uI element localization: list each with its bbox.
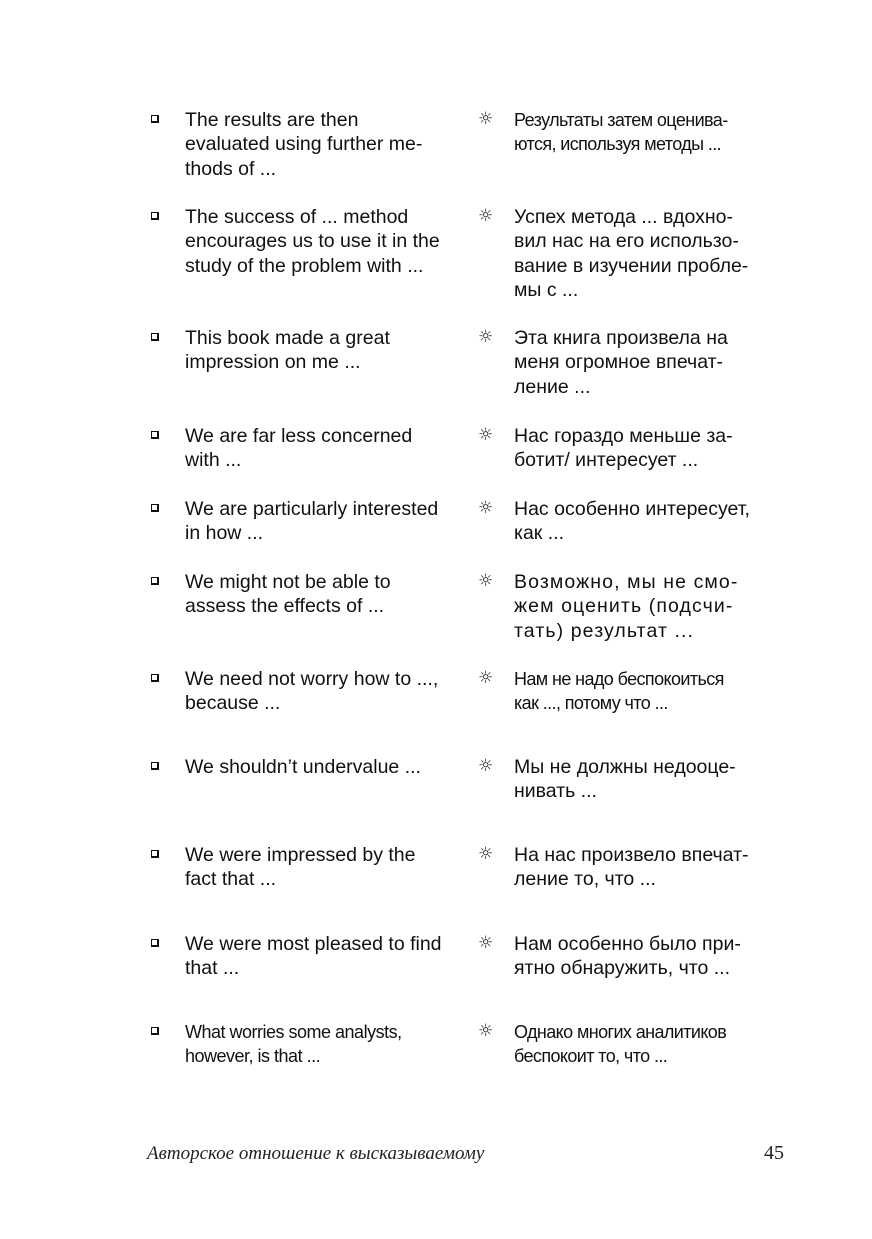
checkbox-bullet-icon xyxy=(151,1027,159,1035)
russian-translation: Нас особенно интересует, как ... xyxy=(514,498,750,545)
english-phrase: The success of ... method encourages us to use it in the study of the problem with ... xyxy=(185,206,440,277)
checkbox-bullet-icon xyxy=(151,939,159,947)
sun-bullet-icon: ☼ xyxy=(478,1021,494,1041)
page-number: 45 xyxy=(764,1142,784,1164)
checkbox-bullet-icon xyxy=(151,674,159,682)
russian-translation: Однако многих аналитиков беспокоит то, что ... xyxy=(514,1022,727,1067)
english-phrase: This book made a great impression on me ... xyxy=(185,327,390,374)
checkbox-bullet-icon xyxy=(151,850,159,858)
english-phrase: We need not worry how to ..., because ... xyxy=(185,668,439,715)
checkbox-bullet-icon xyxy=(151,577,159,585)
checkbox-bullet-icon xyxy=(151,762,159,770)
checkbox-bullet-icon xyxy=(151,431,159,439)
english-phrase: We are far less concerned with ... xyxy=(185,425,413,472)
sun-bullet-icon: ☼ xyxy=(478,327,494,347)
sun-bullet-icon: ☼ xyxy=(478,498,494,518)
sun-bullet-icon: ☼ xyxy=(478,756,494,776)
checkbox-bullet-icon xyxy=(151,212,159,220)
russian-translation: Успех метода ... вдохно- вил нас на его использо- вание в изучении пробле- мы с ... xyxy=(514,206,749,301)
sun-bullet-icon: ☼ xyxy=(478,844,494,864)
english-phrase: We are particularly interested in how ... xyxy=(185,498,439,545)
checkbox-bullet-icon xyxy=(151,333,159,341)
russian-translation: Эта книга произвела на меня огромное впечат- ление ... xyxy=(514,327,728,398)
english-phrase: We were impressed by the fact that ... xyxy=(185,844,416,891)
checkbox-bullet-icon xyxy=(151,115,159,123)
english-phrase: We shouldn’t undervalue ... xyxy=(185,756,421,778)
russian-translation: Мы не должны недооце- нивать ... xyxy=(514,756,736,803)
sun-bullet-icon: ☼ xyxy=(478,933,494,953)
checkbox-bullet-icon xyxy=(151,504,159,512)
english-phrase: What worries some analysts, however, is that ... xyxy=(185,1022,402,1067)
russian-translation: Нам не надо беспокоиться как ..., потому что ... xyxy=(514,669,724,714)
russian-translation: Возможно, мы не смо- жем оценить (подсчи- тать) результат ... xyxy=(514,571,739,642)
russian-translation: На нас произвело впечат- ление то, что ... xyxy=(514,844,749,891)
sun-bullet-icon: ☼ xyxy=(478,206,494,226)
english-phrase: We were most pleased to find that ... xyxy=(185,933,442,980)
russian-translation: Нам особенно было при- ятно обнаружить, что ... xyxy=(514,933,741,980)
russian-translation: Нас гораздо меньше за- ботит/ интересует ... xyxy=(514,425,733,472)
running-footer-title: Авторское отношение к высказываемому xyxy=(147,1143,485,1164)
sun-bullet-icon: ☼ xyxy=(478,571,494,591)
sun-bullet-icon: ☼ xyxy=(478,668,494,688)
english-phrase: The results are then evaluated using further me- thods of ... xyxy=(185,109,423,180)
sun-bullet-icon: ☼ xyxy=(478,425,494,445)
english-phrase: We might not be able to assess the effects of ... xyxy=(185,571,391,618)
russian-translation: Результаты затем оценива- ются, используя методы ... xyxy=(514,110,728,155)
sun-bullet-icon: ☼ xyxy=(478,109,494,129)
